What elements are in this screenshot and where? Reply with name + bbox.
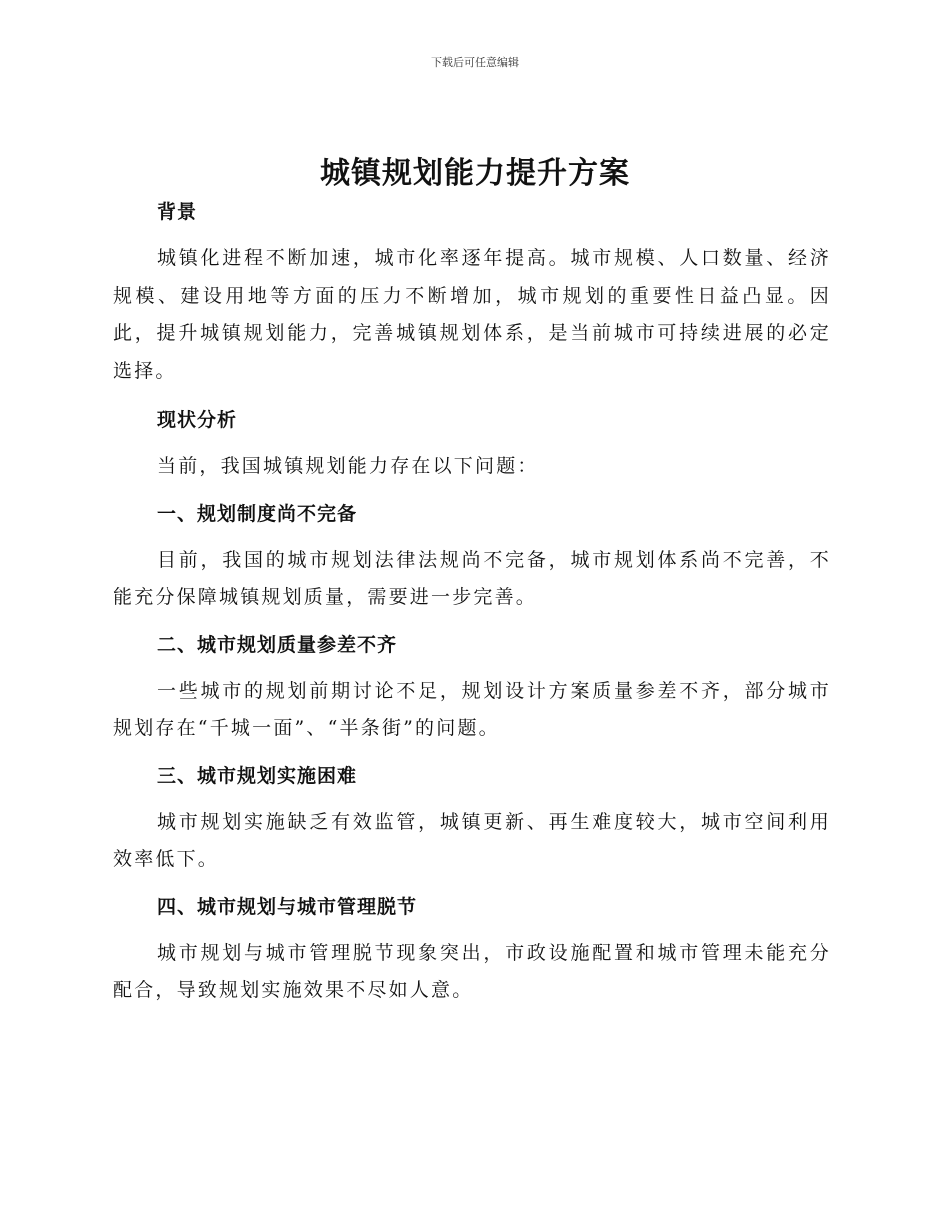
- section-heading-issue-3: 三、城市规划实施困难: [157, 764, 358, 787]
- section-heading-status-analysis: 现状分析: [157, 409, 238, 431]
- paragraph-background: 城镇化进程不断加速，城市化率逐年提高。城市规模、人口数量、经济规模、建设用地等方面的压力不断增加，城市规划的重要性日益凸显。因此，提升城镇规划能力，完善城镇规划体系，是当前城市可持续进展的必定选择。: [113, 247, 831, 382]
- section-heading-background: 背景: [157, 201, 198, 223]
- section-heading-issue-1: 一、规划制度尚不完备: [157, 502, 358, 525]
- page-header-note: 下载后可任意编辑: [431, 56, 519, 69]
- section-heading-issue-4: 四、城市规划与城市管理脱节: [157, 895, 418, 918]
- paragraph-issue-1: 目前，我国的城市规划法律法规尚不完备，城市规划体系尚不完善，不能充分保障城镇规划质量，需要进一步完善。: [113, 548, 831, 608]
- paragraph-issue-3: 城市规划实施缺乏有效监管，城镇更新、再生难度较大，城市空间利用效率低下。: [113, 810, 831, 870]
- document-body: [113, 196, 831, 1010]
- paragraph-status-analysis: 当前，我国城镇规划能力存在以下问题：: [157, 455, 539, 477]
- section-heading-issue-2: 二、城市规划质量参差不齐: [157, 633, 398, 656]
- document-title: 城镇规划能力提升方案: [320, 156, 630, 191]
- paragraph-issue-4: 城市规划与城市管理脱节现象突出，市政设施配置和城市管理未能充分配合，导致规划实施效果不尽如人意。: [113, 941, 831, 1001]
- paragraph-issue-2: 一些城市的规划前期讨论不足，规划设计方案质量参差不齐，部分城市规划存在“千城一面”、“半条街”的问题。: [113, 679, 831, 739]
